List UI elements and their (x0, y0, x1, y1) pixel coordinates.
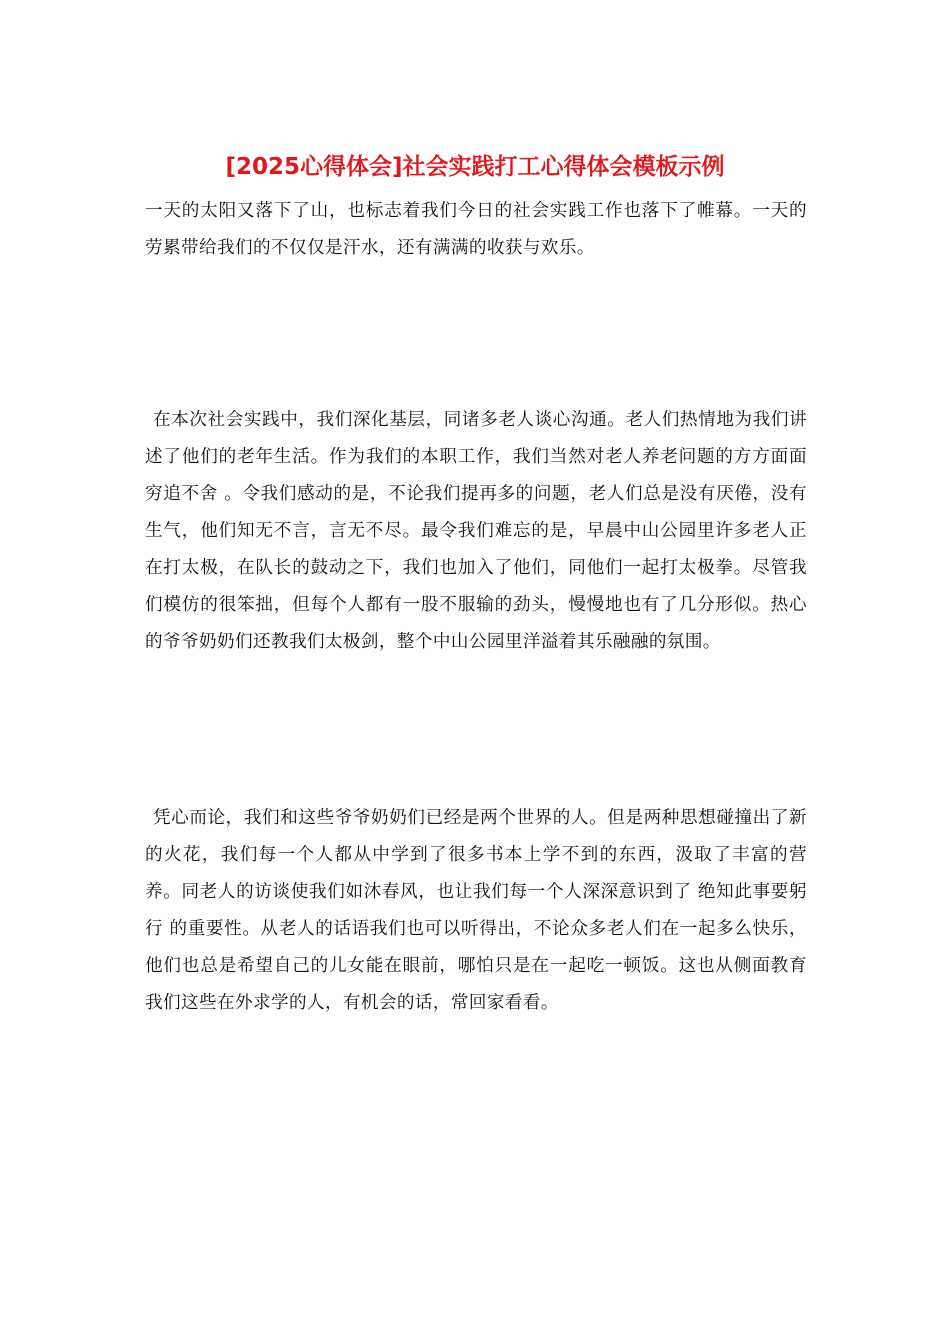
paragraph-2: 在本次社会实践中，我们深化基层，同诸多老人谈心沟通。老人们热情地为我们讲述了他们的老年生活。作为我们的本职工作，我们当然对老人养老问题的方方面面 穷追不舍 。令我们感动的是，不论我们提再多的问题，老人们总是没有厌倦，没有生气，他们知无不言，言无不尽。最令我们难忘的是，早晨中山公园里许多老人正在打太极，在队长的鼓动之下，我们也加入了他们，同他们一起打太极拳。尽管我们模仿的很笨拙，但每个人都有一股不服输的劲头，慢慢地也有了几分形似。热心的爷爷奶奶们还教我们太极剑，整个中山公园里洋溢着其乐融融的氛围。 (145, 410, 807, 652)
document-title: [2025心得体会]社会实践打工心得体会模板示例 (225, 154, 725, 180)
paragraph-1: 一天的太阳又落下了山，也标志着我们今日的社会实践工作也落下了帷幕。一天的劳累带给我们的不仅仅是汗水，还有满满的收获与欢乐。 (145, 201, 807, 258)
paragraph-3: 凭心而论，我们和这些爷爷奶奶们已经是两个世界的人。但是两种思想碰撞出了新的火花，我们每一个人都从中学到了很多书本上学不到的东西，汲取了丰富的营养。同老人的访谈使我们如沐春风，也让我们每一个人深深意识到了 绝知此事要躬行 的重要性。从老人的话语我们也可以听得出，不论众多老人们在一起多么快乐，他们也总是希望自己的儿女能在眼前，哪怕只是在一起吃一顿饭。这也从侧面教育我们这些在外求学的人，有机会的话，常回家看看。 (145, 808, 807, 1013)
